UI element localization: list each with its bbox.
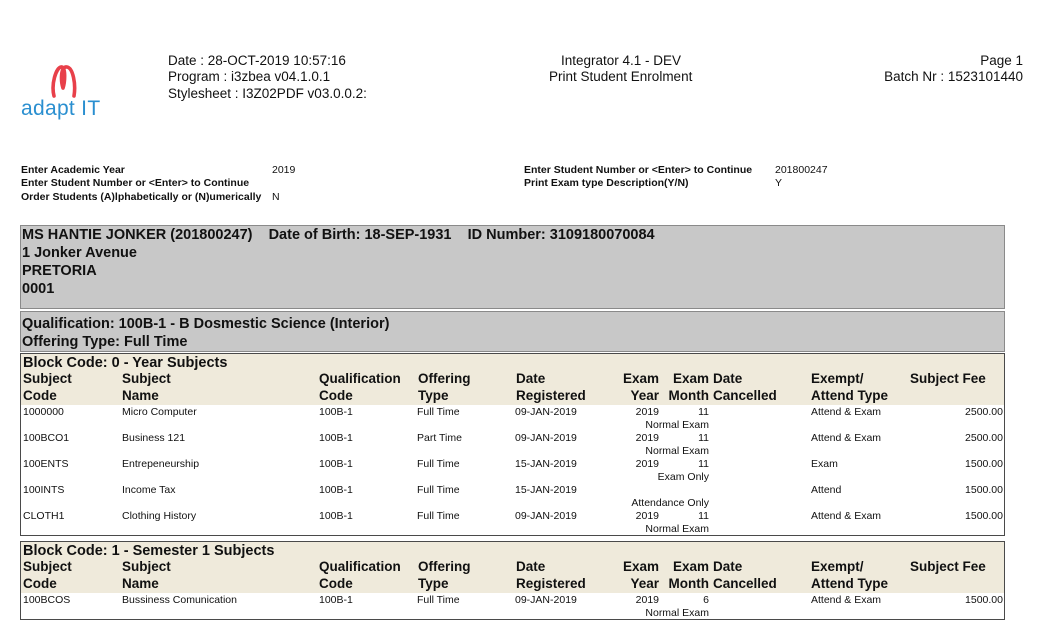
cell-subject-fee: 2500.00 [965, 406, 1003, 418]
cell-subject-name: Micro Computer [122, 406, 197, 418]
cell-offering-type: Full Time [417, 484, 460, 496]
column-header-line: Attend Type [811, 575, 888, 591]
column-header-line: Code [319, 387, 353, 403]
table-row [21, 431, 1004, 457]
column-header-line: Subject Fee [910, 559, 986, 574]
block-rows [21, 593, 1004, 619]
column-header-line: Type [418, 387, 449, 403]
param-label: Enter Academic Year [21, 164, 125, 176]
param-value: 201800247 [775, 164, 828, 176]
column-header-line: Date [516, 559, 546, 574]
col-exam-year [611, 371, 659, 404]
col-exam-year [611, 559, 659, 592]
cell-qualification-code: 100B-1 [319, 458, 353, 470]
cell-exam-description: Normal Exam [645, 523, 709, 535]
subject-block [20, 353, 1005, 536]
column-header-line: Year [630, 575, 659, 591]
param-label: Print Exam type Description(Y/N) [524, 177, 689, 189]
table-row [21, 483, 1004, 509]
cell-qualification-code: 100B-1 [319, 406, 353, 418]
cell-date-registered: 09-JAN-2019 [515, 432, 577, 444]
cell-exam-description: Normal Exam [645, 607, 709, 619]
student-summary: MS HANTIE JONKER (201800247) Date of Birth: 18-SEP-1931 ID Number: 3109180070084 [22, 227, 655, 243]
cell-subject-name: Entrepeneurship [122, 458, 200, 470]
column-header-line: Type [418, 575, 449, 591]
col-date-cancelled [713, 371, 777, 404]
student-details [20, 225, 1005, 309]
column-header-line: Subject [23, 371, 72, 386]
cell-subject-fee: 1500.00 [965, 594, 1003, 606]
cell-date-registered: 15-JAN-2019 [515, 458, 577, 470]
cell-exam-month: 6 [703, 594, 709, 606]
subject-block [20, 541, 1005, 620]
report-title: Print Student Enrolment [549, 69, 693, 84]
col-subject-fee [910, 559, 986, 592]
cell-attend-type: Attend & Exam [811, 510, 882, 522]
cell-qualification-code: 100B-1 [319, 594, 353, 606]
logo-text: adapt IT [21, 97, 101, 120]
col-subject-fee [910, 371, 986, 404]
cell-exam-year: 2019 [635, 432, 659, 444]
col-date-cancelled [713, 559, 777, 592]
cell-attend-type: Attend & Exam [811, 432, 882, 444]
column-header-line: Month [668, 387, 709, 403]
student-address-line: PRETORIA [22, 263, 97, 279]
cell-exam-month: 11 [698, 458, 709, 470]
cell-subject-name: Bussiness Comunication [122, 594, 237, 606]
column-header-line: Exempt/ [811, 371, 864, 386]
col-qualification-code [319, 559, 401, 592]
column-header-line: Qualification [319, 559, 401, 574]
column-header-line: Subject [23, 559, 72, 574]
report-stylesheet: Stylesheet : I3Z02PDF v03.0.0.2: [168, 86, 367, 101]
col-offering-type [418, 559, 471, 592]
block-title: Block Code: 1 - Semester 1 Subjects [23, 543, 275, 559]
col-exempt-attend [811, 559, 888, 592]
page-number: Page 1 [980, 53, 1023, 68]
cell-exam-month: 11 [698, 432, 709, 444]
column-header-line: Subject Fee [910, 371, 986, 386]
block-header [21, 542, 1004, 593]
col-subject-code [23, 559, 72, 592]
offering-type-line: Offering Type: Full Time [22, 334, 188, 350]
param-value: N [272, 191, 280, 203]
column-header-line: Registered [516, 387, 586, 403]
cell-exam-year: 2019 [635, 458, 659, 470]
col-date-registered [516, 559, 586, 592]
block-header [21, 354, 1004, 405]
param-value: 2019 [272, 164, 296, 176]
column-header-line: Attend Type [811, 387, 888, 403]
column-header-line: Date [713, 371, 743, 386]
column-header-line [910, 576, 986, 593]
cell-subject-code: 100BCOS [23, 594, 71, 606]
cell-subject-code: 100BCO1 [23, 432, 70, 444]
param-value: Y [775, 177, 783, 189]
col-subject-name [122, 371, 171, 404]
column-header-line: Name [122, 387, 159, 403]
column-header-line [910, 388, 986, 405]
cell-exam-description: Exam Only [657, 471, 709, 483]
qualification-details [20, 311, 1005, 352]
batch-number: Batch Nr : 1523101440 [884, 69, 1023, 84]
column-header-line: Exempt/ [811, 559, 864, 574]
column-header-line: Name [122, 575, 159, 591]
param-label: Order Students (A)lphabetically or (N)umerically [21, 191, 262, 203]
cell-attend-type: Attend & Exam [811, 594, 882, 606]
cell-exam-year: 2019 [635, 406, 659, 418]
cell-date-registered: 15-JAN-2019 [515, 484, 577, 496]
cell-offering-type: Full Time [417, 594, 460, 606]
column-header-line: Date [713, 559, 743, 574]
column-header-line: Year [630, 387, 659, 403]
cell-date-registered: 09-JAN-2019 [515, 406, 577, 418]
report-program: Program : i3zbea v04.1.0.1 [168, 69, 331, 84]
cell-exam-month: 11 [698, 406, 709, 418]
cell-attend-type: Attend & Exam [811, 406, 882, 418]
cell-exam-year: 2019 [635, 510, 659, 522]
qualification-line: Qualification: 100B-1 - B Dosmestic Science (Interior) [22, 316, 390, 332]
column-header-line: Month [668, 575, 709, 591]
cell-subject-name: Income Tax [122, 484, 176, 496]
cell-offering-type: Full Time [417, 406, 460, 418]
col-qualification-code [319, 371, 401, 404]
cell-offering-type: Full Time [417, 510, 460, 522]
cell-subject-fee: 1500.00 [965, 484, 1003, 496]
cell-subject-code: 100ENTS [23, 458, 69, 470]
cell-subject-code: 1000000 [23, 406, 64, 418]
column-header-line: Subject [122, 371, 171, 386]
column-header-line: Registered [516, 575, 586, 591]
cell-subject-fee: 2500.00 [965, 432, 1003, 444]
cell-exam-description: Normal Exam [645, 419, 709, 431]
table-row [21, 405, 1004, 431]
column-header-line: Code [23, 387, 57, 403]
cell-offering-type: Full Time [417, 458, 460, 470]
column-header-line: Exam [672, 559, 709, 574]
cell-exam-description: Normal Exam [645, 445, 709, 457]
cell-qualification-code: 100B-1 [319, 432, 353, 444]
param-label: Enter Student Number or <Enter> to Continue [21, 177, 250, 189]
cell-exam-month: 11 [698, 510, 709, 522]
student-address-line: 1 Jonker Avenue [22, 245, 137, 261]
adapt-it-logo [20, 62, 120, 126]
col-subject-name [122, 559, 171, 592]
student-address-line: 0001 [22, 281, 55, 297]
cell-subject-fee: 1500.00 [965, 510, 1003, 522]
col-exam-month [664, 371, 709, 404]
column-header-line: Exam [672, 371, 709, 386]
block-title: Block Code: 0 - Year Subjects [23, 355, 228, 371]
column-header-line: Qualification [319, 371, 401, 386]
cell-qualification-code: 100B-1 [319, 484, 353, 496]
logo-mark-icon [20, 62, 120, 98]
cell-exam-year: 2019 [635, 594, 659, 606]
param-label: Enter Student Number or <Enter> to Continue [524, 164, 753, 176]
cell-date-registered: 09-JAN-2019 [515, 510, 577, 522]
column-header-line: Exam [622, 559, 659, 574]
column-header-line: Code [319, 575, 353, 591]
cell-attend-type: Exam [811, 458, 838, 470]
system-name: Integrator 4.1 - DEV [561, 53, 682, 68]
column-header-line: Offering [418, 559, 471, 574]
column-header-line: Code [23, 575, 57, 591]
col-exempt-attend [811, 371, 888, 404]
cell-date-registered: 09-JAN-2019 [515, 594, 577, 606]
table-row [21, 457, 1004, 483]
col-subject-code [23, 371, 72, 404]
col-exam-month [664, 559, 709, 592]
column-header-line: Offering [418, 371, 471, 386]
cell-subject-code: 100INTS [23, 484, 65, 496]
col-date-registered [516, 371, 586, 404]
cell-exam-description: Attendance Only [631, 497, 709, 509]
column-header-line: Cancelled [713, 387, 777, 403]
col-offering-type [418, 371, 471, 404]
table-row [21, 593, 1004, 619]
table-row [21, 509, 1004, 535]
cell-subject-name: Business 121 [122, 432, 186, 444]
column-header-line: Date [516, 371, 546, 386]
column-header-line: Subject [122, 559, 171, 574]
cell-subject-code: CLOTH1 [23, 510, 65, 522]
column-header-line: Cancelled [713, 575, 777, 591]
block-rows [21, 405, 1004, 535]
cell-offering-type: Part Time [417, 432, 462, 444]
cell-subject-fee: 1500.00 [965, 458, 1003, 470]
cell-qualification-code: 100B-1 [319, 510, 353, 522]
cell-attend-type: Attend [811, 484, 842, 496]
column-header-line: Exam [622, 371, 659, 386]
report-date: Date : 28-OCT-2019 10:57:16 [168, 53, 346, 68]
cell-subject-name: Clothing History [122, 510, 197, 522]
